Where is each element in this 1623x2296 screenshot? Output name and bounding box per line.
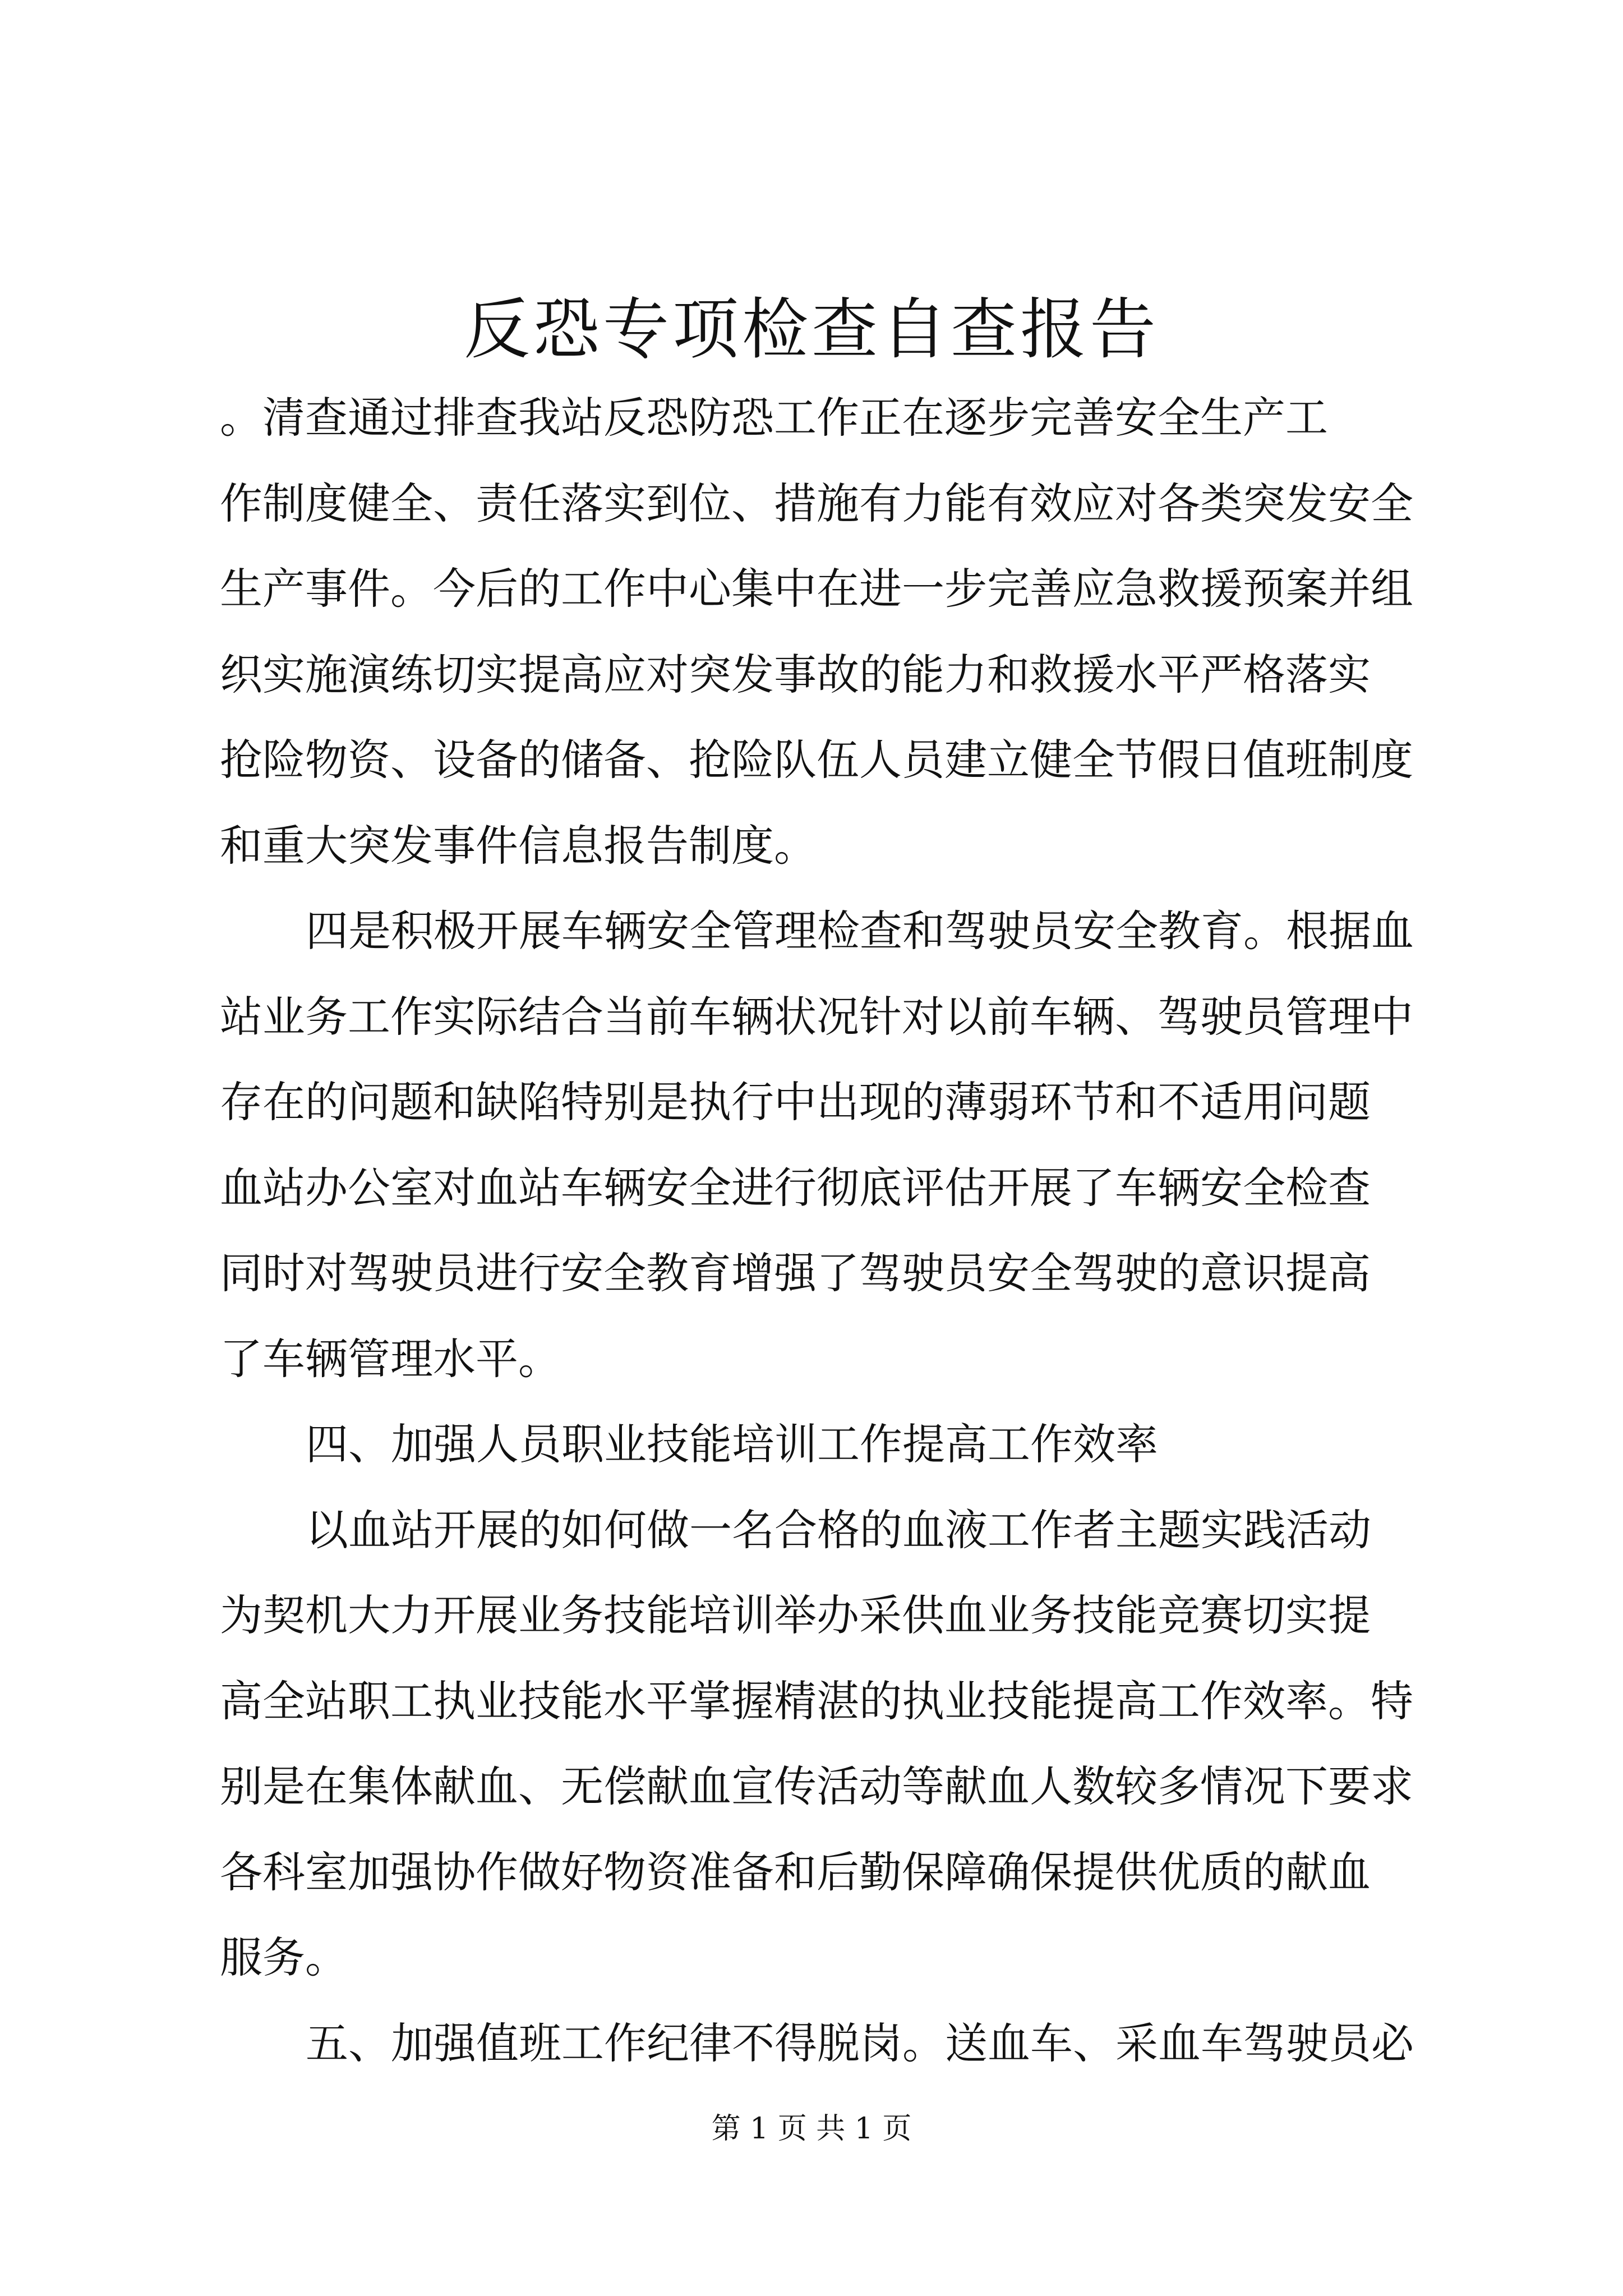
text-line: 站业务工作实际结合当前车辆状况针对以前车辆、驾驶员管理中 <box>220 992 1413 1042</box>
text-line: 为契机大力开展业务技能培训举办采供血业务技能竞赛切实提 <box>220 1590 1371 1640</box>
text-line: 存在的问题和缺陷特别是执行中出现的薄弱环节和不适用问题 <box>220 1077 1371 1127</box>
text-line: 五、加强值班工作纪律不得脱岗。送血车、采血车驾驶员必 <box>306 2018 1414 2068</box>
text-line: 。清查通过排查我站反恐防恐工作正在逐步完善安全生产工 <box>220 393 1328 443</box>
text-line: 织实施演练切实提高应对突发事故的能力和救援水平严格落实 <box>220 650 1371 700</box>
text-line: 了车辆管理水平。 <box>220 1334 561 1384</box>
text-line: 和重大突发事件信息报告制度。 <box>220 821 817 871</box>
text-line: 以血站开展的如何做一名合格的血液工作者主题实践活动 <box>306 1505 1371 1555</box>
text-line: 服务。 <box>220 1932 348 1982</box>
text-line: 四、加强人员职业技能培训工作提高工作效率 <box>306 1419 1158 1469</box>
text-line: 同时对驾驶员进行安全教育增强了驾驶员安全驾驶的意识提高 <box>220 1248 1371 1298</box>
document-title: 反恐专项检查自查报告 <box>463 291 1159 368</box>
text-line: 四是积极开展车辆安全管理检查和驾驶员安全教育。根据血 <box>306 906 1414 956</box>
page-footer: 第 1 页 共 1 页 <box>711 2112 912 2146</box>
text-line: 高全站职工执业技能水平掌握精湛的执业技能提高工作效率。特 <box>220 1676 1413 1726</box>
text-line: 别是在集体献血、无偿献血宣传活动等献血人数较多情况下要求 <box>220 1761 1413 1811</box>
text-line: 作制度健全、责任落实到位、措施有力能有效应对各类突发安全 <box>220 478 1413 528</box>
text-line: 抢险物资、设备的储备、抢险队伍人员建立健全节假日值班制度 <box>220 735 1413 785</box>
text-line: 血站办公室对血站车辆安全进行彻底评估开展了车辆安全检查 <box>220 1163 1371 1213</box>
text-line: 生产事件。今后的工作中心集中在进一步完善应急救援预案并组 <box>220 564 1413 614</box>
text-line: 各科室加强协作做好物资准备和后勤保障确保提供优质的献血 <box>220 1847 1371 1897</box>
